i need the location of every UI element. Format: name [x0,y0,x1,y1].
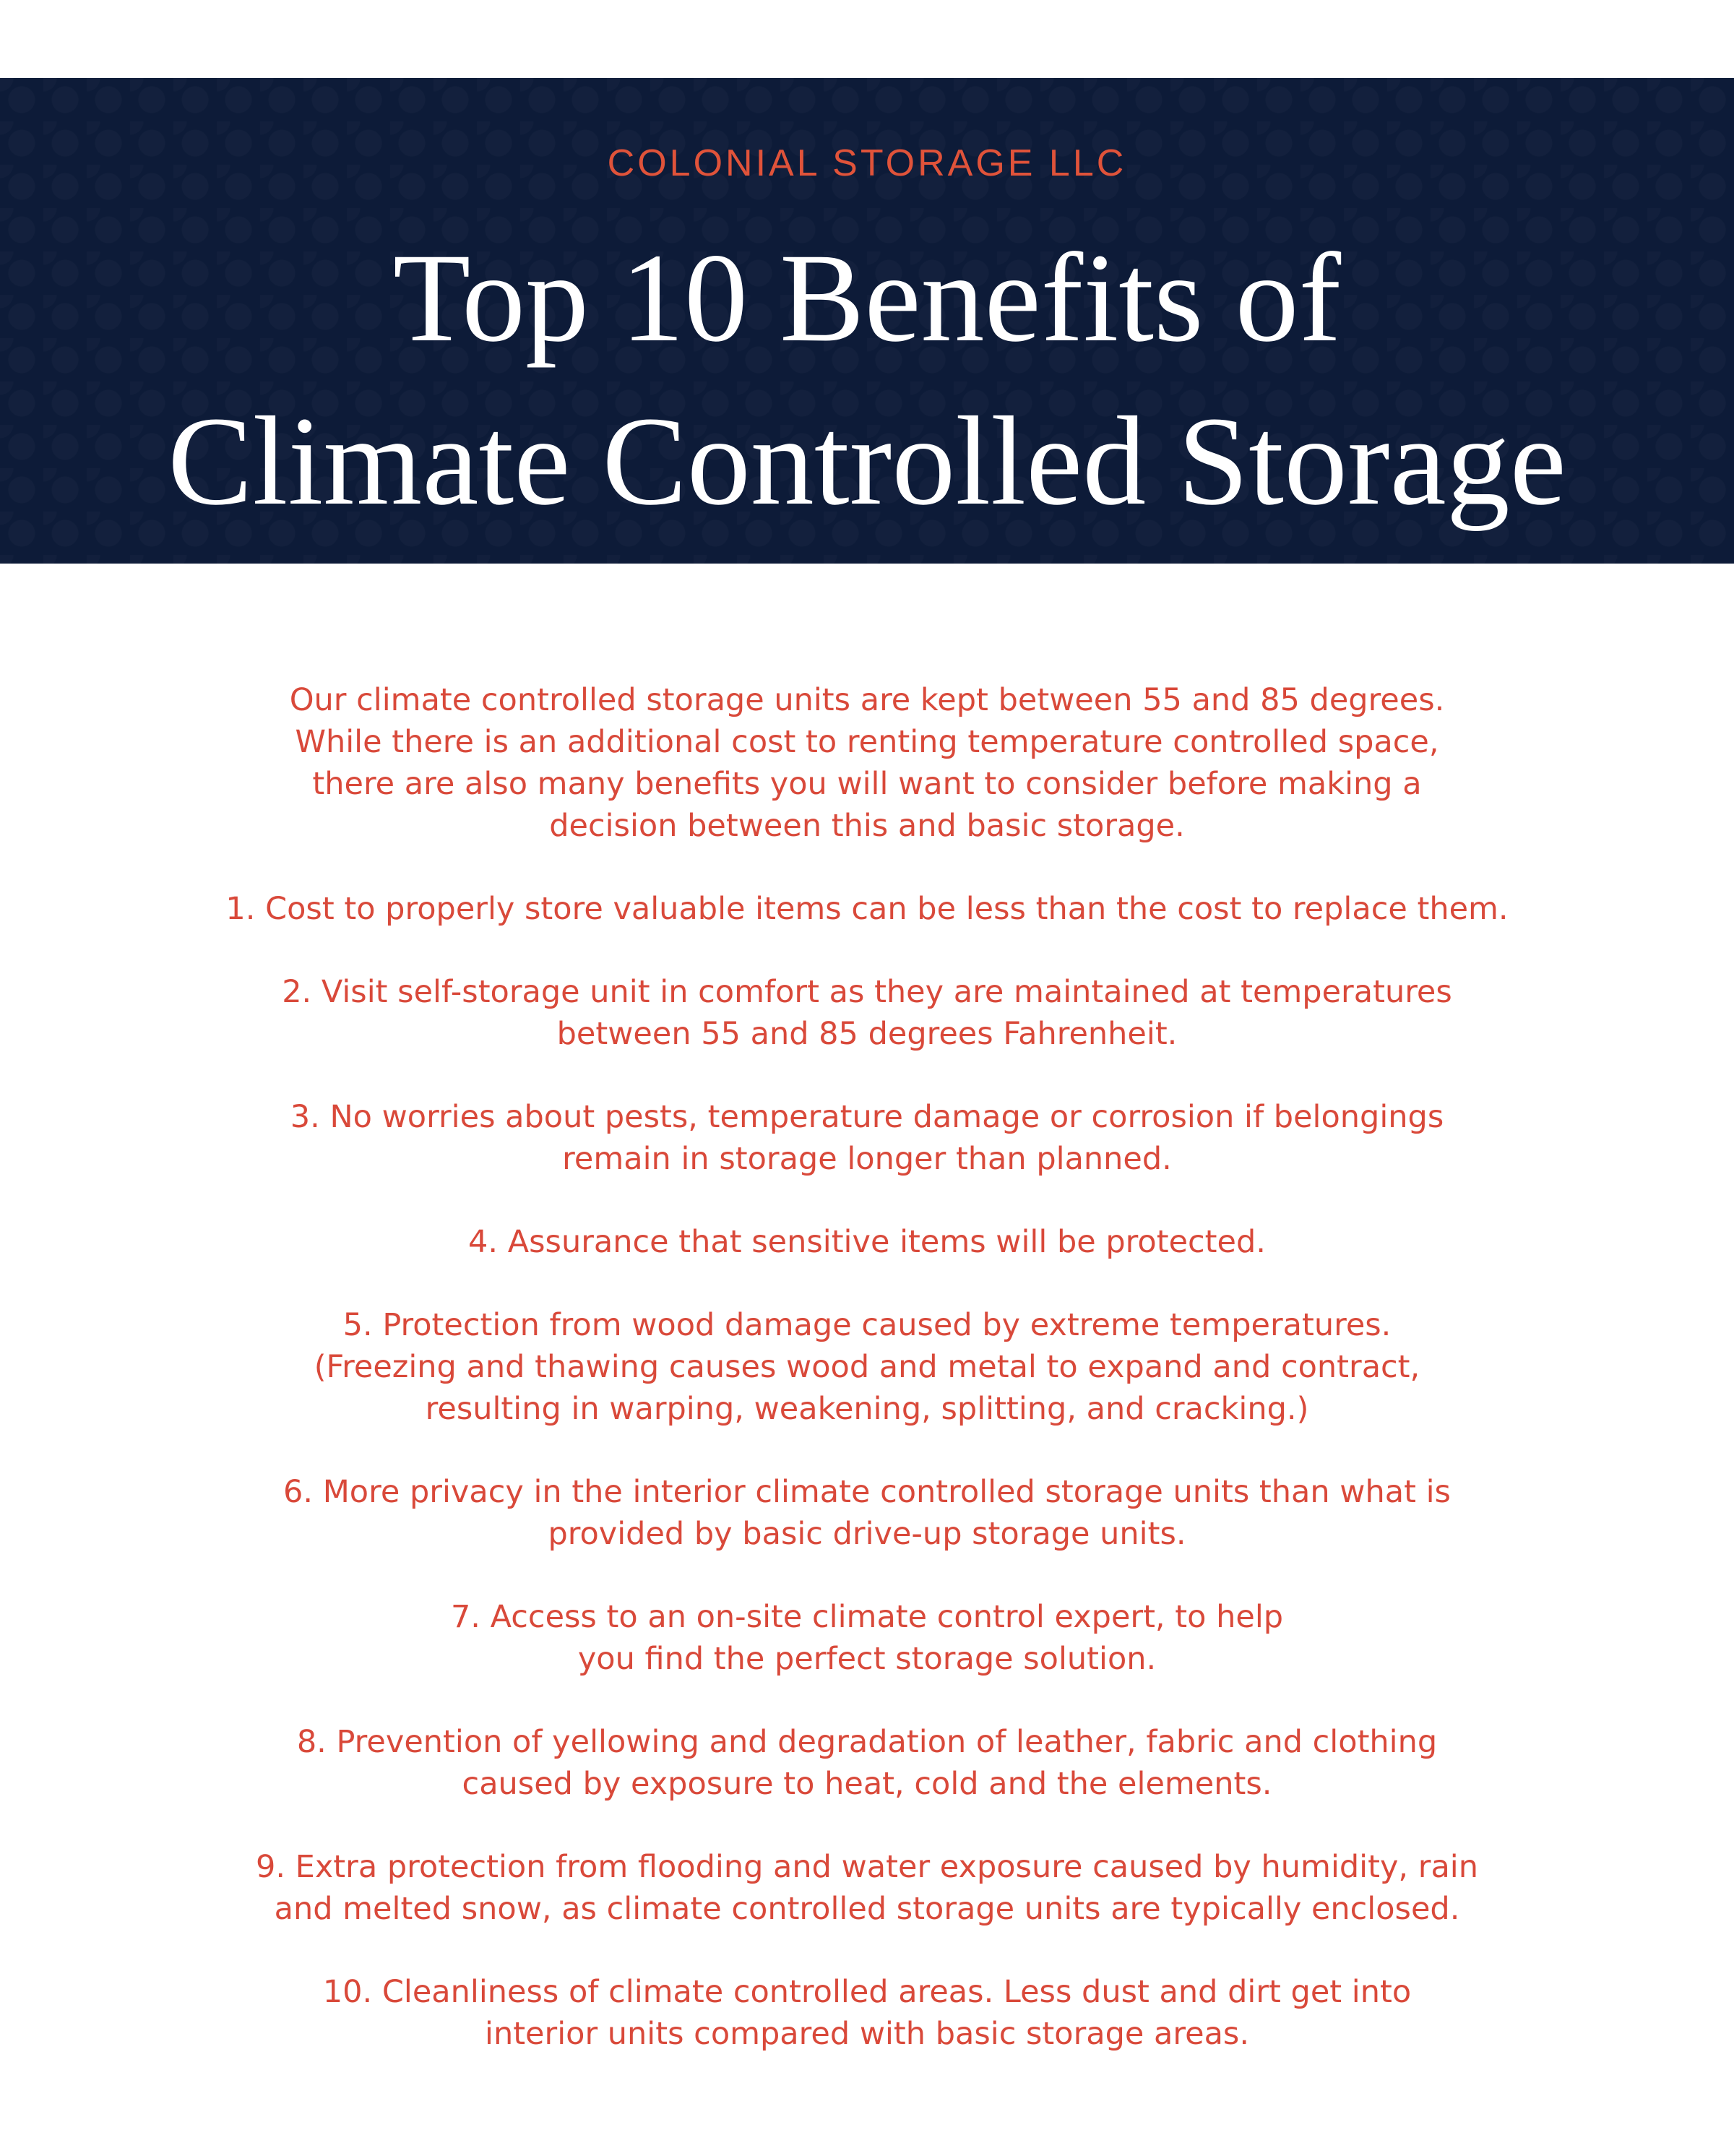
benefit-6 [108,1471,1626,1555]
company-name: COLONIAL STORAGE LLC [607,142,1127,184]
intro-line: While there is an additional cost to renting temperature controlled space, [295,724,1439,760]
benefit-line: interior units compared with basic storage areas. [485,2016,1249,2052]
benefit-4 [108,1221,1626,1263]
benefit-line: 10. Cleanliness of climate controlled areas. Less dust and dirt get into [322,1974,1412,2010]
intro-line: there are also many benefits you will want to consider before making a [312,766,1422,802]
benefit-line: and melted snow, as climate controlled storage units are typically enclosed. [274,1891,1460,1927]
benefit-line: 3. No worries about pests, temperature damage or corrosion if belongings [290,1099,1444,1135]
title-line-2: Climate Controlled Storage [168,391,1566,532]
benefit-line: caused by exposure to heat, cold and the elements. [462,1766,1272,1802]
benefit-9 [108,1846,1626,1930]
benefit-line: provided by basic drive-up storage units. [548,1516,1186,1552]
benefit-line: remain in storage longer than planned. [562,1141,1172,1177]
benefit-line: 1. Cost to properly store valuable items can be less than the cost to replace them. [225,891,1509,927]
benefit-line: 8. Prevention of yellowing and degradation of leather, fabric and clothing [296,1724,1438,1760]
benefit-line: 6. More privacy in the interior climate controlled storage units than what is [283,1474,1451,1510]
benefit-line: between 55 and 85 degrees Fahrenheit. [556,1016,1178,1052]
benefit-line: 9. Extra protection from flooding and water exposure caused by humidity, rain [255,1849,1479,1885]
benefit-8 [108,1721,1626,1805]
page-title [0,217,1734,543]
benefit-7 [108,1596,1626,1680]
benefit-line: 2. Visit self-storage unit in comfort as they are maintained at temperatures [282,974,1452,1010]
benefit-line: resulting in warping, weakening, splitting, and cracking.) [425,1391,1309,1427]
benefit-10 [108,1971,1626,2055]
benefit-line: you find the perfect storage solution. [577,1641,1157,1677]
benefit-2 [108,971,1626,1055]
benefit-line: 7. Access to an on-site climate control expert, to help [450,1599,1284,1635]
intro-line: Our climate controlled storage units are kept between 55 and 85 degrees. [289,682,1445,718]
benefit-1 [108,888,1626,930]
content-body [108,679,1626,2096]
intro-line: decision between this and basic storage. [549,808,1185,844]
benefit-line: 4. Assurance that sensitive items will be protected. [468,1224,1266,1260]
title-line-1: Top 10 Benefits of [392,228,1342,368]
intro-paragraph [108,679,1626,847]
benefit-5 [108,1304,1626,1430]
benefit-line: (Freezing and thawing causes wood and metal to expand and contract, [314,1349,1420,1385]
benefit-3 [108,1096,1626,1180]
benefit-line: 5. Protection from wood damage caused by extreme temperatures. [342,1307,1392,1343]
